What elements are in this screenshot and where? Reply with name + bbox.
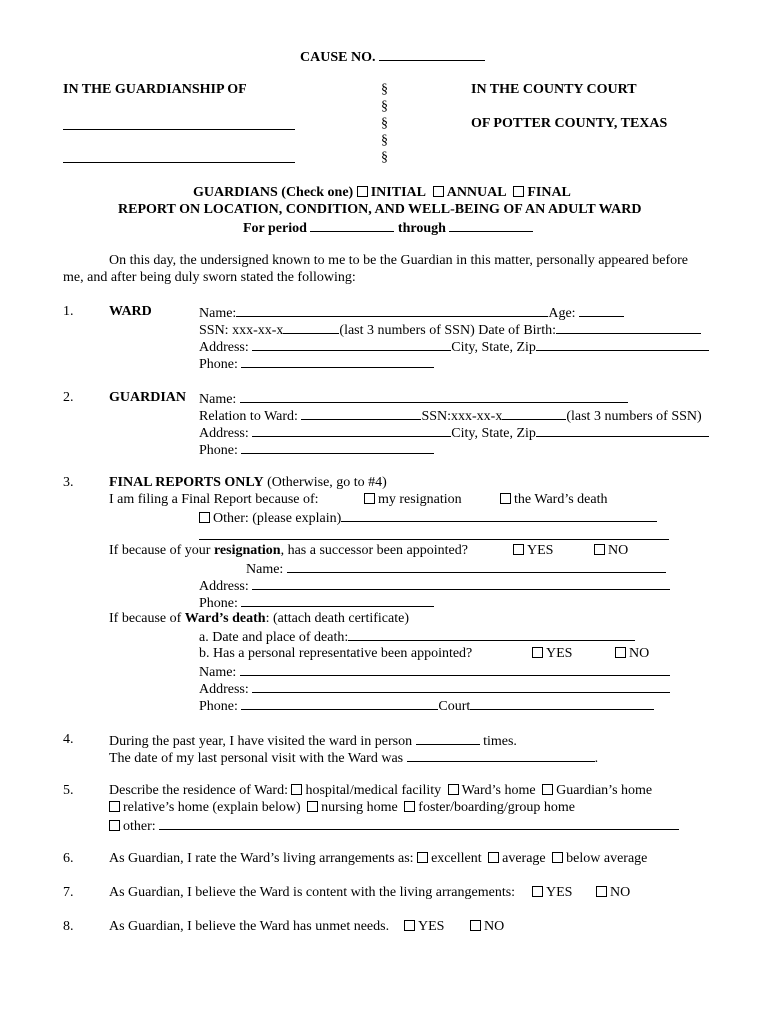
unmet-needs-yes-option: YES: [404, 919, 444, 935]
other-reason-field[interactable]: [341, 509, 657, 522]
unmet-needs-question: As Guardian, I believe the Ward has unmet needs.: [109, 919, 390, 934]
my-resignation-option: my resignation: [364, 492, 462, 508]
guardian-address-field[interactable]: [252, 424, 451, 437]
period-row: For period through: [243, 219, 533, 237]
section-6-number: 6.: [63, 851, 74, 866]
initial-label: INITIAL: [370, 185, 426, 200]
wards-death-option: the Ward’s death: [500, 492, 607, 508]
ward-heading: WARD: [109, 304, 152, 319]
last-visit-date-field[interactable]: [407, 749, 595, 762]
my-resignation-checkbox[interactable]: [364, 493, 375, 504]
ward-ssn-field[interactable]: [283, 321, 339, 334]
section-1-number: 1.: [63, 304, 74, 319]
guardian-relation-row: Relation to Ward: SSN:xxx-xx-x (last 3 numbers of SSN): [199, 409, 702, 424]
ward-ssn-row: SSN: xxx-xx-x (last 3 numbers of SSN) Date of Birth:: [199, 321, 701, 339]
ward-age-field[interactable]: [579, 304, 624, 317]
section-5-number: 5.: [63, 783, 74, 798]
date-place-death-row: a. Date and place of death:: [199, 628, 635, 646]
successor-no-checkbox[interactable]: [594, 544, 605, 555]
guardian-phone-row: Phone:: [199, 441, 434, 459]
personal-rep-question: b. Has a personal representative been appointed?: [199, 646, 473, 661]
section-symbol: §: [381, 116, 388, 131]
guardian-city-field[interactable]: [536, 424, 709, 437]
wards-home-checkbox[interactable]: [448, 784, 459, 795]
successor-name-field[interactable]: [287, 560, 666, 573]
personal-rep-yes-option: YES: [532, 646, 572, 662]
date-place-death-field[interactable]: [348, 628, 635, 641]
residence-other-checkbox[interactable]: [109, 820, 120, 831]
unmet-needs-yes-checkbox[interactable]: [404, 920, 415, 931]
section-8-number: 8.: [63, 919, 74, 934]
annual-checkbox[interactable]: [433, 186, 444, 197]
period-end-field[interactable]: [449, 219, 533, 232]
unmet-needs-no-option: NO: [470, 919, 504, 935]
personal-rep-no-option: NO: [615, 646, 649, 662]
guardian-name-row: Name:: [199, 390, 628, 408]
average-checkbox[interactable]: [488, 852, 499, 863]
section-4-number: 4.: [63, 732, 74, 747]
personal-rep-phone-field[interactable]: [241, 697, 438, 710]
ward-phone-row: Phone:: [199, 355, 434, 373]
content-no-option: NO: [596, 885, 630, 901]
successor-yes-option: YES: [513, 543, 553, 559]
below-average-checkbox[interactable]: [552, 852, 563, 863]
excellent-checkbox[interactable]: [417, 852, 428, 863]
personal-rep-name-row: Name:: [199, 663, 670, 681]
intro-line-1: On this day, the undersigned known to me to be the Guardian in this matter, personally appeared before: [109, 253, 688, 268]
relatives-home-checkbox[interactable]: [109, 801, 120, 812]
final-label: FINAL: [527, 185, 571, 200]
foster-home-checkbox[interactable]: [404, 801, 415, 812]
guardian-address-row: Address: City, State, Zip: [199, 424, 709, 442]
ward-dob-field[interactable]: [556, 321, 701, 334]
other-reason-checkbox[interactable]: [199, 512, 210, 523]
guardianship-name-line-2[interactable]: [63, 162, 295, 163]
personal-rep-court-field[interactable]: [470, 697, 654, 710]
successor-address-field[interactable]: [252, 577, 670, 590]
personal-rep-address-field[interactable]: [252, 680, 670, 693]
guardians-check-label: GUARDIANS (Check one): [193, 185, 354, 200]
county-court-line-1: IN THE COUNTY COURT: [471, 82, 637, 97]
successor-address-row: Address:: [199, 577, 670, 595]
guardianship-of-label: IN THE GUARDIANSHIP OF: [63, 82, 247, 97]
residence-row-1: Describe the residence of Ward: hospital/medical facility Ward’s home Guardian’s home: [109, 783, 653, 798]
intro-line-2: me, and after being duly sworn stated the following:: [63, 270, 356, 285]
personal-rep-yes-checkbox[interactable]: [532, 647, 543, 658]
filing-because-label: I am filing a Final Report because of:: [109, 492, 319, 507]
successor-phone-row: Phone:: [199, 594, 434, 612]
hospital-checkbox[interactable]: [291, 784, 302, 795]
other-reason-row: Other: (please explain): [199, 509, 657, 527]
content-no-checkbox[interactable]: [596, 886, 607, 897]
annual-label: ANNUAL: [446, 185, 506, 200]
guardianship-name-line-1[interactable]: [63, 129, 295, 130]
section-2-number: 2.: [63, 390, 74, 405]
report-title: REPORT ON LOCATION, CONDITION, AND WELL-BEING OF AN ADULT WARD: [118, 202, 642, 217]
guardian-relation-field[interactable]: [301, 407, 421, 420]
section-symbol: §: [381, 99, 388, 114]
ward-address-row: Address: City, State, Zip: [199, 338, 709, 356]
final-checkbox[interactable]: [513, 186, 524, 197]
rating-row: As Guardian, I rate the Ward’s living arrangements as: excellent average below average: [109, 851, 648, 866]
content-question: As Guardian, I believe the Ward is content with the living arrangements:: [109, 885, 516, 900]
content-yes-option: YES: [532, 885, 572, 901]
final-reports-heading-row: FINAL REPORTS ONLY (Otherwise, go to #4): [109, 475, 387, 490]
other-reason-line-2[interactable]: [199, 539, 669, 540]
residence-other-field[interactable]: [159, 817, 679, 830]
death-certificate-row: If because of Ward’s death: (attach death certificate): [109, 611, 409, 626]
wards-death-checkbox[interactable]: [500, 493, 511, 504]
guardian-phone-field[interactable]: [241, 441, 434, 454]
report-type-row: [193, 185, 571, 201]
ward-phone-field[interactable]: [241, 355, 434, 368]
personal-rep-phone-row: Phone: Court: [199, 697, 654, 715]
residence-other-row: other:: [109, 817, 679, 835]
cause-number-label: CAUSE NO.: [300, 48, 485, 66]
personal-rep-name-field[interactable]: [240, 663, 670, 676]
successor-question-row: If because of your resignation, has a successor been appointed?: [109, 543, 468, 558]
unmet-needs-no-checkbox[interactable]: [470, 920, 481, 931]
guardian-name-field[interactable]: [240, 390, 628, 403]
section-symbol: §: [381, 133, 388, 148]
period-start-field[interactable]: [310, 219, 394, 232]
successor-name-row: Name:: [246, 560, 666, 578]
section-3-number: 3.: [63, 475, 74, 490]
visit-count-field[interactable]: [416, 732, 480, 745]
successor-no-option: NO: [594, 543, 628, 559]
section-symbol: §: [381, 150, 388, 165]
guardians-home-checkbox[interactable]: [542, 784, 553, 795]
guardian-heading: GUARDIAN: [109, 390, 186, 405]
personal-rep-address-row: Address:: [199, 680, 670, 698]
nursing-home-checkbox[interactable]: [307, 801, 318, 812]
ward-name-row: Name: Age:: [199, 304, 624, 322]
ward-city-field[interactable]: [536, 338, 709, 351]
cause-number-field[interactable]: [379, 48, 485, 61]
successor-phone-field[interactable]: [241, 594, 434, 607]
section-7-number: 7.: [63, 885, 74, 900]
section-symbol: §: [381, 82, 388, 97]
successor-yes-checkbox[interactable]: [513, 544, 524, 555]
last-visit-row: The date of my last personal visit with the Ward was .: [109, 751, 599, 766]
visits-row: During the past year, I have visited the ward in person times.: [109, 734, 517, 749]
county-court-line-2: OF POTTER COUNTY, TEXAS: [471, 116, 668, 131]
ward-address-field[interactable]: [252, 338, 451, 351]
residence-row-2: relative’s home (explain below) nursing home foster/boarding/group home: [109, 800, 575, 816]
personal-rep-no-checkbox[interactable]: [615, 647, 626, 658]
ward-name-field[interactable]: [236, 304, 548, 317]
content-yes-checkbox[interactable]: [532, 886, 543, 897]
guardian-ssn-field[interactable]: [502, 407, 566, 420]
initial-checkbox[interactable]: [357, 186, 368, 197]
